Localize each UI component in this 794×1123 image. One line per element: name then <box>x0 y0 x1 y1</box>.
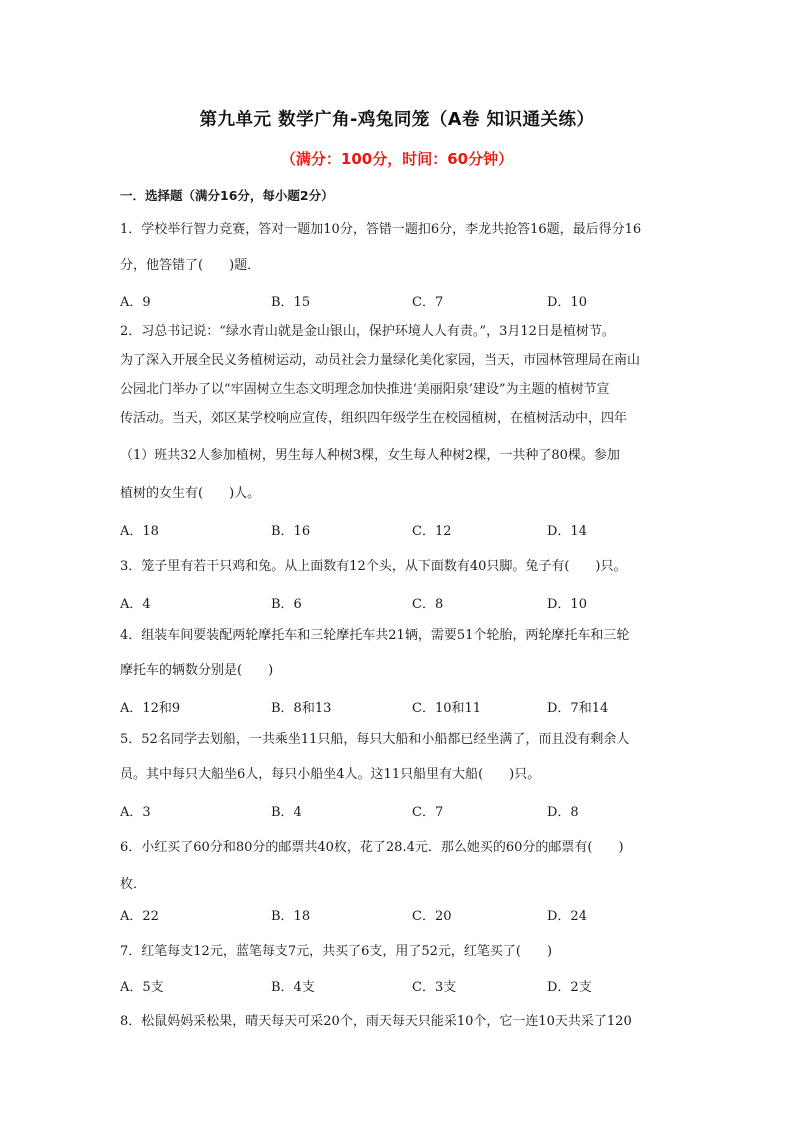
question-2-option-d: D．14 <box>547 524 587 539</box>
question-5-option-d: D．8 <box>547 805 579 820</box>
question-3-option-a: A．4 <box>120 597 151 612</box>
question-4-line-1: 4．组装车间要装配两轮摩托车和三轮摩托车共21辆，需要51个轮胎，两轮摩托车和三轮 <box>120 628 630 643</box>
question-1-line-1: 1．学校举行智力竞赛，答对一题加10分，答错一题扣6分，李龙共抢答16题，最后得分16 <box>120 222 642 237</box>
question-6-line-1: 6．小红买了60分和80分的邮票共40枚，花了28.4元．那么她买的60分的邮票有( ) <box>120 840 624 855</box>
question-5-option-c: C．7 <box>412 805 444 820</box>
section-heading: 一．选择题（满分16分，每小题2分） <box>120 188 334 203</box>
question-3-option-c: C．8 <box>412 597 444 612</box>
page-subtitle: （满分：100分，时间：60分钟） <box>280 150 514 168</box>
question-7-option-b: B．4支 <box>271 980 315 995</box>
question-6-option-c: C．20 <box>412 909 452 924</box>
question-2-option-b: B．16 <box>271 524 311 539</box>
question-4-option-b: B．8和13 <box>271 701 332 716</box>
question-8-line-1: 8．松鼠妈妈采松果，晴天每天可采20个，雨天每天只能采10个，它一连10天共采了120 <box>120 1014 632 1029</box>
question-2-option-a: A．18 <box>120 524 159 539</box>
question-1-option-d: D．10 <box>547 295 587 310</box>
question-7-option-c: C．3支 <box>412 980 457 995</box>
page-title: 第九单元 数学广角-鸡兔同笼（A卷 知识通关练） <box>199 110 595 130</box>
question-2-line-6: 植树的女生有( )人。 <box>120 486 261 501</box>
question-2-line-5: （1）班共32人参加植树，男生每人种树3棵，女生每人种树2棵，一共种了80棵。参加 <box>120 448 620 463</box>
question-4-option-d: D．7和14 <box>547 701 609 716</box>
question-5-option-b: B．4 <box>271 805 302 820</box>
question-4-line-2: 摩托车的辆数分别是( ) <box>120 663 274 678</box>
question-6-option-a: A．22 <box>120 909 159 924</box>
question-1-line-2: 分，他答错了( )题． <box>120 258 261 273</box>
question-7-line-1: 7．红笔每支12元，蓝笔每支7元，共买了6支，用了52元，红笔买了( ) <box>120 944 553 959</box>
question-4-option-c: C．10和11 <box>412 701 482 716</box>
question-7-option-a: A．5支 <box>120 980 164 995</box>
question-1-option-c: C．7 <box>412 295 444 310</box>
question-2-line-2: 为了深入开展全民义务植树运动，动员社会力量绿化美化家园，当天，市园林管理局在南山 <box>120 353 641 368</box>
question-2-line-4: 传活动。当天，郊区某学校响应宣传，组织四年级学生在校园植树，在植树活动中，四年 <box>120 411 628 426</box>
question-3-option-d: D．10 <box>547 597 587 612</box>
question-2-line-1: 2．习总书记说：“绿水青山就是金山银山，保护环境人人有责。”，3月12日是植树节。 <box>120 324 615 339</box>
question-6-option-b: B．18 <box>271 909 311 924</box>
question-2-option-c: C．12 <box>412 524 452 539</box>
question-5-option-a: A．3 <box>120 805 151 820</box>
question-3-option-b: B．6 <box>271 597 302 612</box>
question-6-line-2: 枚． <box>120 877 147 892</box>
question-7-option-d: D．2支 <box>547 980 592 995</box>
question-3-line-1: 3．笼子里有若干只鸡和兔。从上面数有12个头，从下面数有40只脚。兔子有( )只。 <box>120 559 627 574</box>
question-1-option-a: A．9 <box>120 295 151 310</box>
question-6-option-d: D．24 <box>547 909 587 924</box>
question-4-option-a: A．12和9 <box>120 701 181 716</box>
question-5-line-1: 5．52名同学去划船，一共乘坐11只船，每只大船和小船都已经坐满了，而且没有剩余人 <box>120 732 630 747</box>
question-1-option-b: B．15 <box>271 295 311 310</box>
question-2-line-3: 公园北门举办了以“牢固树立生态文明理念加快推进‘美丽阳泉’建设”为主题的植树节宣 <box>120 382 610 397</box>
question-5-line-2: 员。其中每只大船坐6人，每只小船坐4人。这11只船里有大船( )只。 <box>120 767 541 782</box>
